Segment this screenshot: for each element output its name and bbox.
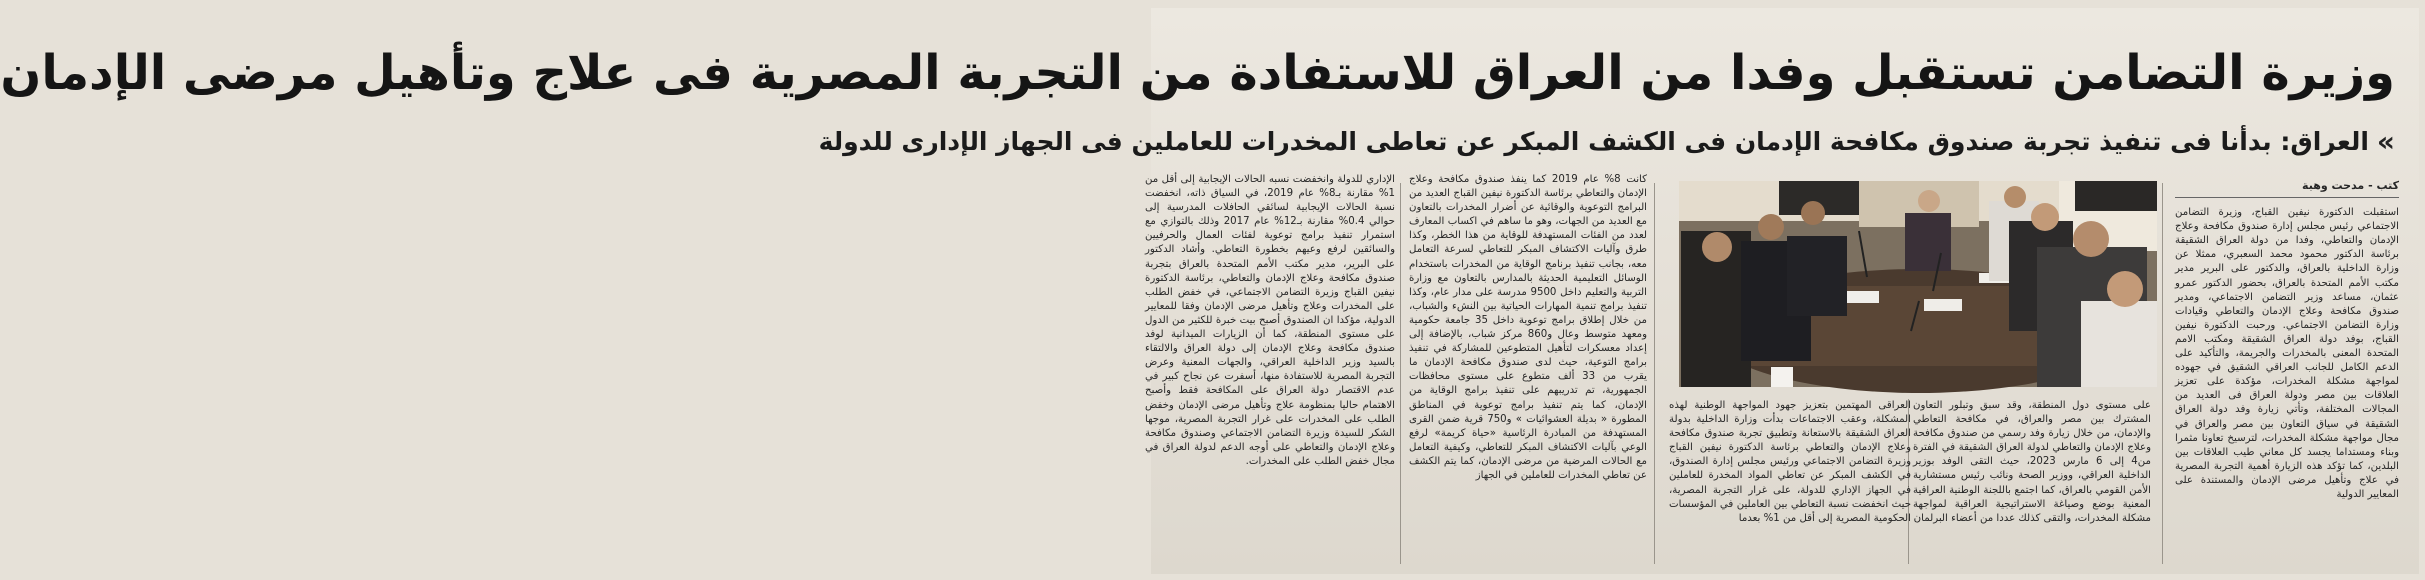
meeting-photo-image [1679, 181, 2157, 387]
double-chevron-icon: » [2376, 124, 2395, 158]
column-2-text: على مستوى دول المنطقة، وقد سبق وتبلور التعاون المشترك بين مصر والعراق، في مكافحة التعاطي والإدمان، من خلال زيارة وفد رسمي من صندوق مكافحة وعلاج الإدمان والتعاطي لدولة العراق الشقيقة في الفترة من4 إلى 6 مارس 2023، حيث التقى الوفد بوزير الداخلية العراقي، ووزير الصحة ونائب رئيس مستشارية الأمن القومي بالعراق، كما اجتمع باللجنة الوطنية العراقية المعنية بوضع وصياغة الاستراتيجية العراقية لمواجهة مشكلة المخدرات، والتقى كذلك عددا من أعضاء البرلمان [1913, 400, 2151, 524]
column-4-text: كانت 8% عام 2019 كما ينفذ صندوق مكافحة وعلاج الإدمان والتعاطي برئاسة الدكتورة نيفين القباج العديد من البرامج التوعوية والوقائية عن أضرار المخدرات بالتعاون مع العديد من الجهات، وهو ما ساهم في اكساب المعارف لعدد من الفئات المستهدفة للوقاية من هذا الخطر، وكذا طرق وآليات الاكتشاف المبكر للتعاطي لسرعة التعامل معه، بجانب تنفيذ برنامج الوقاية من المخدرات باستخدام الوسائل التعليمية الحديثة بالمدارس بالتعاون مع وزارة التربية والتعليم داخل 9500 مدرسة على مدار عام، وكذا تنفيذ برامج تنمية المهارات الحياتية بين النشء والشباب، من خلال إطلاق برامج توعوية داخل 35 جامعة حكومية ومعهد متوسط وعال و860 مركز شباب، بالإضافة إلى إعداد معسكرات لتأهيل المتطوعين للمشاركة في تنفيذ برامج التوعية، حيث لدى صندوق مكافحة الإدمان ما يقرب من 33 ألف متطوع على مستوى محافظات الجمهورية، تم تدريبهم على تنفيذ برامج الوقاية من الإدمان، كما يتم تنفيذ برامج توعوية في المناطق المطورة « بديلة العشوائيات » و750 قرية ضمن القرى المستهدفة من المبادرة الرئاسية «حياة كريمة» لرفع الوعي بآليات الاكتشاف المبكر للتعاطي، وكيفية التعامل مع الحالات المرضية من مرضى الإدمان، كما يتم الكشف عن تعاطي المخدرات للعاملين في الجهاز [1409, 174, 1648, 481]
column-5-text: الإداري للدولة وانخفضت نسبه الحالات الإيجابية إلى أقل من 1% مقارنة بـ8% عام 2019، في السياق ذاته، انخفضت نسبة الحالات الإيجابية لسائقي الحافلات المدرسية إلى حوالي 0.4% مقارنة بـ12% عام 2017 وذلك بالتوازي مع استمرار تنفيذ برامج توعوية لفئات العمال والحرفيين والسائقين لرفع وعيهم بخطورة التعاطي. وأشاد الدكتور على البرير، مدير مكتب الأمم المتحدة بالعراق بتجربة صندوق مكافحة وعلاج الإدمان والتعاطي، برئاسة الدكتورة نيفين القباج وزيرة التضامن الاجتماعي، في خفض الطلب على المخدرات وعلاج وتأهيل مرضى الإدمان وفقا للمعايير الدولية، مؤكدا ان الصندوق أصبح بيت خبرة للكثير من الدول على مستوى المنطقة، كما أن الزيارات الميدانية لوفد صندوق مكافحة وعلاج الإدمان إلى دولة العراق والالتقاء بالسيد وزير الداخلية العراقي، والجهات المعنية وعرض التجربة المصرية للاستفادة منها، أسفرت عن نجاح كبير في عدم الاقتصار دولة العراق على المكافحة فقط وأصبح الاهتمام حاليا بمنظومة علاج وتأهيل مرضى الإدمان وخفض الطلب على المخدرات على غرار التجربة المصرية، موجها الشكر للسيدة وزيرة التضامن الاجتماعي وصندوق مكافحة وعلاج الإدمان والتعاطي على أوجه الدعم لدولة العراق في مجال خفض الطلب على المخدرات. [1145, 174, 1395, 467]
article-column-4 [1409, 173, 1647, 568]
column-divider [2162, 183, 2163, 564]
subheadline-text: العراق: بدأنا فى تنفيذ تجربة صندوق مكافحة الإدمان فى الكشف المبكر عن تعاطى المخدرات للعاملين فى الجهاز الإدارى للدولة [818, 126, 2369, 156]
column-3-text: العراقى المهتمين بتعزيز جهود المواجهة الوطنية لهذه المشكلة، وعقب الاجتماعات بدأت وزارة الداخلية بدولة العراق الشقيقة بالاستعانة وتطبيق تجربة صندوق مكافحة وعلاج الإدمان والتعاطي برئاسة الدكتورة نيفين القباج وزيرة التضامن الاجتماعي ورئيس مجلس إدارة الصندوق، في الكشف المبكر عن تعاطي المواد المخدرة للعاملين في الجهاز الإداري للدولة، على غرار التجربة المصرية، حيث انخفضت نسبة التعاطي بين العاملين في المؤسسات الحكومية المصرية إلى أقل من 1% بعدما [1669, 400, 1911, 524]
article-column-1 [2175, 179, 2399, 568]
subheadline [818, 118, 2395, 164]
column-1-text: استقبلت الدكتورة نيفين القباج، وزيرة التضامن الاجتماعي رئيس مجلس إدارة صندوق مكافحة وعلاج الإدمان والتعاطي، وفدا من دولة العراق الشقيقة برئاسة الدكتور محمود محمد السعبري، ممثلا عن وزارة الداخلية بالعراق، والدكتور على البرير مدير مكتب الأمم المتحدة بالعراق، بحضور الدكتور عمرو عثمان، مساعد وزير التضامن الاجتماعي، ومدير صندوق مكافحة وعلاج الإدمان والتعاطي وقيادات وزارة التضامن الاجتماعي. ورحبت الدكتورة نيفين القباج، بوفد دولة العراق الشقيقة ومكتب الامم المتحدة المعنى بالمخدرات والجريمة، والتأكيد على الدعم الكامل للجانب العراقي الشقيق في جهوده لمواجهة مشكلة المخدرات، مؤكدة على تعزيز العلاقات بين مصر ودولة العراق فى العديد من المجالات المختلفة، وتأتي زيارة وفد دولة العراق الشقيقة في سياق التعاون بين مصر والعراق في مجال مواجهة مشكلة المخدرات، لترسيخ تعاونا مثمرا وبناء ومستداما يجسد كل معاني طيب العلاقات بين البلدين، كما تؤكد هذه الزيارة أهمية التجربة المصرية في علاج وتأهيل مرضى الإدمان والمستندة على المعايير الدولية [2175, 207, 2399, 500]
article-column-2 [1913, 399, 2151, 568]
column-divider [1400, 183, 1401, 564]
article-body [1145, 173, 2399, 574]
newspaper-page [0, 8, 2419, 574]
meeting-photo [1679, 181, 2157, 387]
headline: وزيرة التضامن تستقبل وفدا من العراق للاستفادة من التجربة المصرية فى علاج وتأهيل مرضى الإدمان [0, 45, 2395, 101]
byline: كتب - مدحت وهبة [2175, 179, 2399, 198]
article-column-3 [1669, 399, 1911, 568]
article-column-5 [1145, 173, 1395, 568]
column-divider [1654, 183, 1655, 564]
